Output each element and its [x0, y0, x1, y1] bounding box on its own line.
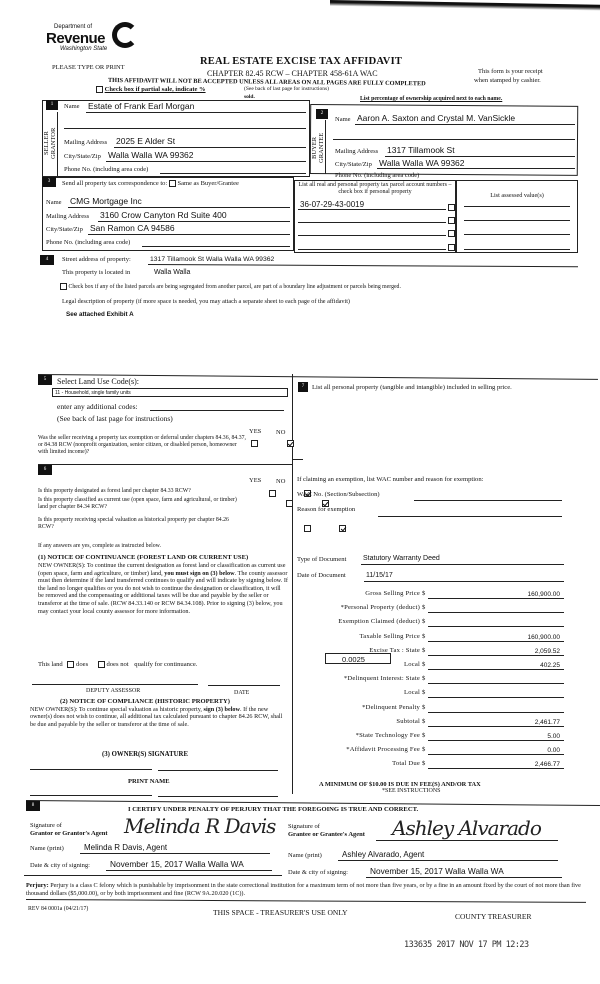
grantor-name-value[interactable]: Melinda R Davis, Agent: [84, 843, 168, 852]
fee-row: [300, 618, 570, 630]
partial-sale: [96, 86, 206, 93]
fee-row: [300, 633, 570, 645]
currency-symbol: $: [422, 717, 426, 725]
parcel-row: [298, 226, 576, 238]
grantor-name-label: Name (print): [30, 845, 64, 852]
fee-value[interactable]: 2,059.52: [534, 647, 560, 655]
notice2-body-bold: sign (3) below: [203, 706, 240, 713]
grantee-date-label: Date & city of signing:: [288, 869, 348, 876]
corr-city-line: [88, 234, 290, 235]
buyer-city-label: City/State/Zip: [335, 161, 372, 168]
buyer-phone-label: Phone No. (including area code): [335, 172, 420, 179]
seller-city-value[interactable]: Walla Walla WA 99362: [108, 150, 194, 160]
fee-line: [428, 712, 564, 713]
fee-value[interactable]: 0.00: [547, 747, 560, 755]
parcel-row: [298, 213, 576, 225]
notice2-body-a: NEW OWNER(S): To continue special valuation as historic property,: [30, 706, 202, 713]
current-use-question: Is this property classified as current use (open space, farm and agricultural, or timber) land per chapter 84.34 RCW?: [38, 497, 237, 510]
fee-line: [428, 683, 564, 684]
print-name-label: PRINT NAME: [128, 778, 170, 785]
grantor-date-label: Date & city of signing:: [30, 862, 90, 869]
notice1-body-a: NEW OWNER(S): To continue the current designation as forest land or classification as current use (open space, farm and agriculture, or timber) land,: [38, 562, 286, 577]
additional-codes-label: enter any additional codes:: [57, 402, 138, 411]
perjury-statement: [26, 882, 582, 898]
parcel-line: [298, 222, 446, 223]
doc-date-value[interactable]: 11/15/17: [366, 572, 393, 579]
exemption-yes-checkbox[interactable]: [251, 440, 258, 447]
seller-mailing-value[interactable]: 2025 E Alder St: [116, 136, 176, 146]
form-title: REAL ESTATE EXCISE TAX AFFIDAVIT: [200, 56, 403, 67]
land-use-selected: 11 - Household, single family units: [55, 390, 131, 396]
currency-symbol: $: [422, 604, 426, 612]
notice-continuance-body: [38, 562, 288, 615]
grantor-sig-label-1: Signature of: [30, 822, 62, 829]
fee-value[interactable]: 160,900.00: [527, 591, 560, 598]
logo-line3: Washington State: [60, 46, 108, 52]
fee-value[interactable]: 402.25: [540, 662, 560, 669]
section-number-1: 1: [46, 100, 58, 110]
recording-stamp: 133635 2017 NOV 17 PM 12:23: [404, 940, 529, 950]
qualify-label: qualify for continuance.: [134, 661, 198, 669]
fee-label: *Delinquent Interest: State: [343, 675, 420, 683]
ownership-note: List percentage of ownership acquired next to each name.: [360, 96, 503, 102]
buyer-grantee-label: BUYER GRANTEE: [311, 132, 325, 164]
scan-edge-shadow: [330, 0, 600, 11]
fee-label: Taxable Selling Price: [359, 632, 420, 640]
fee-row: [300, 675, 570, 687]
reason-label: Reason for exemption: [297, 506, 356, 513]
notice-compliance-body: [30, 706, 286, 728]
corr-name-line: [68, 207, 290, 208]
fee-line: [428, 612, 564, 613]
fee-label: *Affidavit Processing Fee: [346, 746, 420, 754]
certify-statement: I CERTIFY UNDER PENALTY OF PERJURY THAT THE FOREGOING IS TRUE AND CORRECT.: [128, 806, 419, 813]
buyer-name-value[interactable]: Aaron A. Saxton and Crystal M. VanSickle: [357, 113, 516, 123]
buyer-city-line: [377, 168, 575, 169]
located-value[interactable]: Walla Walla: [154, 269, 191, 276]
fee-label: Subtotal: [396, 717, 420, 725]
corr-mailing-label: Mailing Address: [46, 213, 90, 220]
grantor-name-line: [80, 853, 270, 854]
fee-row: [300, 760, 570, 772]
print-name-line-2: [158, 796, 278, 797]
currency-symbol: $: [422, 703, 426, 711]
section-number-5: 5: [38, 375, 52, 385]
fee-line: [428, 669, 564, 670]
currency-symbol: $: [422, 646, 426, 654]
seller-name-value[interactable]: Estate of Frank Earl Morgan: [88, 101, 195, 111]
section-number-6: 6: [38, 465, 52, 475]
fee-row: [300, 746, 570, 758]
date-line: [208, 685, 280, 686]
fee-value[interactable]: 5.00: [547, 733, 560, 740]
does-not-label: does not: [106, 661, 129, 669]
fee-line: [428, 655, 564, 656]
see-back-note: (See back of last page for instructions): [244, 86, 329, 92]
does-label: does: [76, 661, 89, 669]
land-use-see-back: (See back of last page for instructions): [57, 414, 173, 423]
seller-phone-line: [160, 173, 306, 174]
grantee-date-line: [366, 877, 562, 878]
see-instructions: *SEE INSTRUCTIONS: [382, 788, 441, 794]
no-header-5: NO: [276, 429, 286, 436]
parcel-line: [298, 209, 446, 210]
receipt-note: This form is your receipt: [478, 68, 543, 75]
this-land-label: This land: [38, 661, 63, 669]
doc-date-line: [364, 581, 564, 582]
same-as-buyer-label: Same as Buyer/Grantee: [177, 180, 239, 187]
owner-sig-line-1: [30, 769, 152, 770]
sold-label: sold.: [244, 94, 255, 100]
receipt-note-2: when stamped by cashier.: [474, 77, 541, 84]
corr-phone-line: [142, 246, 290, 247]
local-rate-value: 0.0025: [342, 655, 365, 664]
fee-line: [428, 697, 564, 698]
yes-header-5: YES: [249, 428, 262, 435]
fee-label: Excise Tax : State: [369, 646, 420, 654]
does-checkbox[interactable]: [67, 661, 74, 668]
partial-sale-label: Check box if partial sale, indicate %: [104, 86, 206, 93]
grantee-sig-label-2: Grantee or Grantee's Agent: [288, 831, 365, 838]
personal-property-label: List all personal property (tangible and intangible) included in selling price.: [312, 384, 512, 391]
buyer-city-value[interactable]: Walla Walla WA 99362: [379, 158, 465, 168]
land-use-select[interactable]: [52, 388, 288, 397]
fee-label: Exemption Claimed (deduct): [338, 618, 420, 626]
grantor-sig-label-2: Grantor or Grantor's Agent: [30, 830, 108, 837]
parcel-row: [298, 240, 576, 252]
exemption-question: Was the seller receiving a property tax exemption or deferral under chapters 84.36, 84.37, or 84.38 RCW (nonprofit organization, senior citizen, or disabled person, homeowner with limited income)?: [38, 435, 246, 455]
date-label: DATE: [234, 690, 250, 696]
personal-property-checkbox[interactable]: [448, 244, 455, 251]
form-warning: THIS AFFIDAVIT WILL NOT BE ACCEPTED UNLESS ALL AREAS ON ALL PAGES ARE FULLY COMPLETED: [107, 77, 426, 88]
fee-line: [428, 641, 564, 642]
fee-value[interactable]: 2,466.77: [534, 761, 560, 769]
fee-label: Local: [403, 661, 420, 668]
fee-row: [300, 661, 570, 673]
seller-city-label: City/State/Zip: [64, 153, 101, 160]
buyer-mailing-line: [385, 156, 575, 157]
assessed-header: List assessed value(s): [490, 192, 544, 199]
corr-mailing-value[interactable]: 3160 Crow Canyton Rd Suite 400: [100, 210, 227, 220]
corr-city-label: City/State/Zip: [46, 226, 83, 233]
buyer-mailing-label: Mailing Address: [335, 148, 379, 155]
assessed-value-line: [464, 234, 570, 235]
continuance-row: [38, 661, 197, 668]
fee-row: [300, 689, 570, 701]
minimum-note: A MINIMUM OF $10.00 IS DUE IN FEE(S) AND/OR TAX: [319, 781, 481, 788]
segregated-row: [60, 283, 401, 290]
grantor-date-line: [106, 870, 272, 871]
buyer-mailing-value[interactable]: 1317 Tillamook St: [387, 145, 455, 155]
personal-property-checkbox[interactable]: [448, 230, 455, 237]
fee-value[interactable]: 2,461.77: [534, 718, 560, 726]
county-treasurer-label: COUNTY TREASURER: [455, 912, 532, 921]
parcel-line: [298, 249, 446, 250]
additional-codes-line: [150, 410, 284, 411]
section-6-top-line: [38, 464, 293, 465]
fee-label: Local: [403, 689, 420, 697]
logo-line1: Department of: [54, 24, 93, 30]
dor-logo: [40, 22, 150, 62]
seller-name-line: [86, 112, 306, 113]
historical-yes-checkbox[interactable]: [304, 525, 311, 532]
corr-mailing-line: [98, 221, 290, 222]
owner-signature-label: (3) OWNER(S) SIGNATURE: [102, 751, 188, 758]
assessed-value-line: [464, 206, 570, 207]
currency-symbol: $: [422, 618, 426, 626]
doc-type-value[interactable]: Statutory Warranty Deed: [363, 555, 440, 562]
notice2-body-b: . If the new owner(s) does not wish to continue, all additional tax calculated pursuant to chapter 84.26 RCW, shall be due and payable by the seller or transferor at the time of sale.: [30, 706, 283, 728]
section-number-8: 8: [26, 801, 40, 811]
perjury-bold: Perjury:: [26, 882, 49, 889]
wac-line: [414, 500, 562, 501]
section-7-divider: [293, 459, 303, 460]
fee-line: [428, 768, 564, 769]
correspondence-header: [62, 180, 239, 187]
fee-line: [428, 740, 564, 741]
fee-line: [428, 754, 564, 755]
grantor-signature[interactable]: Melinda R Davis: [124, 814, 276, 838]
grantee-name-value[interactable]: Ashley Alvarado, Agent: [342, 850, 425, 859]
notice1-body-b: . The county assessor must then determine if the land transferred continues to qualify and will indicate by signing below. If the land no longer qualifies or you do not wish to continue the designation or classification, it will be removed and the compensating or additional taxes will be due and payable by the seller or transferor at the time of sale. (RCW 84.33.140 or RCW 84.34.108). Prior to signing (3) below, you may contact your local county assessor for more information.: [38, 569, 288, 615]
doc-type-line: [361, 564, 564, 565]
buyer-name-label: Name: [335, 116, 351, 123]
grantor-bottom-line: [24, 875, 282, 876]
if-yes-note: If any answers are yes, complete as instructed below.: [38, 543, 161, 549]
grantee-signature[interactable]: Ashley Alvarado: [392, 816, 541, 840]
currency-symbol: $: [422, 689, 426, 697]
seller-grantor-label: SELLER GRANTOR: [43, 127, 57, 159]
deputy-assessor-line: [32, 684, 198, 685]
forest-yes-checkbox[interactable]: [269, 490, 276, 497]
section-number-3: 3: [42, 177, 56, 187]
correspondence-label: Send all property tax correspondence to:: [62, 180, 168, 187]
fee-label: Gross Selling Price: [365, 590, 420, 597]
exemption-claim-label: If claiming an exemption, list WAC number and reason for exemption:: [297, 476, 484, 483]
located-label: This property is located in: [62, 269, 131, 276]
grantee-name-label: Name (print): [288, 852, 322, 859]
currency-symbol: $: [422, 590, 426, 597]
owner-sig-line-2: [158, 770, 278, 771]
doc-date-label: Date of Document: [297, 572, 346, 579]
section-number-7: 7: [298, 382, 308, 392]
grantee-sig-line: [376, 840, 558, 841]
currency-symbol: $: [422, 632, 426, 640]
treasurer-use-label: THIS SPACE - TREASURER'S USE ONLY: [213, 908, 348, 917]
section-number-2: 2: [316, 109, 328, 119]
notice1-body-bold: you must sign on (3) below: [164, 569, 235, 577]
legal-label: Legal description of property (if more space is needed, you may attach a separate sheet to each page of the affidavit): [62, 298, 350, 305]
exemption-no-checkbox[interactable]: [287, 440, 294, 447]
corr-phone-label: Phone No. (including area code): [46, 239, 131, 246]
fee-row: [300, 718, 570, 730]
corr-name-value[interactable]: CMG Mortgage Inc: [70, 196, 142, 206]
currency-symbol: $: [422, 760, 426, 768]
grantee-sig-label-1: Signature of: [288, 823, 320, 830]
buyer-name-line2: [333, 139, 575, 140]
buyer-name-line: [355, 124, 575, 125]
seller-mailing-line: [114, 147, 306, 148]
deputy-assessor-label: DEPUTY ASSESSOR: [86, 688, 141, 694]
doc-type-label: Type of Document: [297, 556, 347, 563]
parcel-line: [298, 235, 446, 236]
form-id: REV 84 0001a (04/21/17): [28, 906, 89, 912]
partial-sale-checkbox[interactable]: [96, 86, 103, 93]
perjury-text: Perjury is a class C felony which is punishable by imprisonment in the state correctional institution for a maximum term of not more than five years, or by a fine in an amount fixed by the court of not more than five thousand dollars ($5,000.00), or by both imprisonment and fine (RCW 9A.20.020 (1C)).: [26, 882, 581, 897]
parcel-number[interactable]: 36-07-29-43-0019: [300, 200, 365, 209]
parcel-row: [298, 200, 576, 212]
personal-property-checkbox[interactable]: [448, 217, 455, 224]
forest-land-question: Is this property designated as forest land per chapter 84.33 RCW?: [38, 488, 191, 494]
currency-symbol: $: [422, 746, 426, 754]
fee-line: [428, 726, 564, 727]
seller-phone-label: Phone No. (including area code): [64, 166, 149, 173]
fee-line: [428, 598, 564, 599]
grantee-date-value[interactable]: November 15, 2017 Walla Walla WA: [370, 866, 504, 876]
grantor-date-value[interactable]: November 15, 2017 Walla Walla WA: [110, 859, 244, 869]
assessed-value-line: [464, 220, 570, 221]
land-use-label: Select Land Use Code(s):: [57, 377, 139, 386]
fee-label: Total Due: [392, 760, 420, 768]
print-name-line-1: [30, 795, 152, 796]
fee-label: *State Technology Fee: [355, 732, 420, 739]
yes-header-6: YES: [249, 477, 262, 484]
street-line: [148, 264, 578, 267]
fee-line: [428, 626, 564, 627]
grantee-name-line: [338, 860, 558, 861]
corr-city-value[interactable]: San Ramon CA 94586: [90, 223, 175, 233]
corr-name-label: Name: [46, 199, 62, 206]
form-chapter: CHAPTER 82.45 RCW – CHAPTER 458-61A WAC: [207, 69, 378, 78]
assessed-value-line: [464, 249, 570, 250]
wac-label: WAC No. (Section/Subsection): [297, 491, 380, 498]
currency-symbol: $: [422, 661, 426, 668]
fee-row: [300, 732, 570, 744]
street-label: Street address of property:: [62, 256, 131, 263]
legal-value[interactable]: See attached Exhibit A: [66, 311, 134, 318]
fee-row: [300, 704, 570, 716]
currency-symbol: $: [422, 675, 426, 683]
parcels-header: List all real and personal property tax parcel account numbers – check box if personal property: [298, 182, 452, 195]
personal-property-checkbox[interactable]: [448, 204, 455, 211]
notice-compliance-title: (2) NOTICE OF COMPLIANCE (HISTORIC PROPERTY): [60, 698, 230, 705]
segregated-label: Check box if any of the listed parcels are being segregated from another parcel, are part of a boundary line adjustment or parcels being merged.: [68, 283, 401, 290]
fee-value[interactable]: 160,900.00: [527, 633, 560, 641]
currency-symbol: $: [422, 732, 426, 739]
seller-mailing-label: Mailing Address: [64, 139, 108, 146]
seller-city-line: [106, 161, 306, 162]
seller-name-line2: [64, 128, 306, 129]
fee-label: *Delinquent Penalty: [362, 703, 420, 711]
notice-continuance-title: (1) NOTICE OF CONTINUANCE (FOREST LAND OR CURRENT USE): [38, 554, 249, 561]
section-number-4: 4: [40, 255, 54, 265]
please-type-note: PLEASE TYPE OR PRINT: [52, 64, 125, 71]
does-not-checkbox[interactable]: [98, 661, 105, 668]
historical-question: Is this property receiving special valuation as historical property per chapter 84.26 RCW?: [38, 517, 229, 530]
logo-swirl-icon: [112, 22, 138, 48]
fee-row: [300, 647, 570, 659]
fee-row: [300, 590, 570, 602]
reason-line: [378, 516, 562, 517]
logo-line2: Revenue: [46, 30, 106, 47]
same-as-buyer-checkbox[interactable]: [169, 180, 176, 187]
seller-name-label: Name: [64, 103, 80, 110]
no-header-6: NO: [276, 478, 286, 485]
segregated-checkbox[interactable]: [60, 283, 67, 290]
current-use-yes-checkbox[interactable]: [286, 500, 293, 507]
fee-label: *Personal Property (deduct): [340, 604, 420, 612]
perjury-bottom-line: [26, 899, 586, 903]
historical-no-checkbox[interactable]: [339, 525, 346, 532]
fee-row: [300, 604, 570, 616]
street-value[interactable]: 1317 Tillamook St Walla Walla WA 99362: [150, 256, 275, 263]
